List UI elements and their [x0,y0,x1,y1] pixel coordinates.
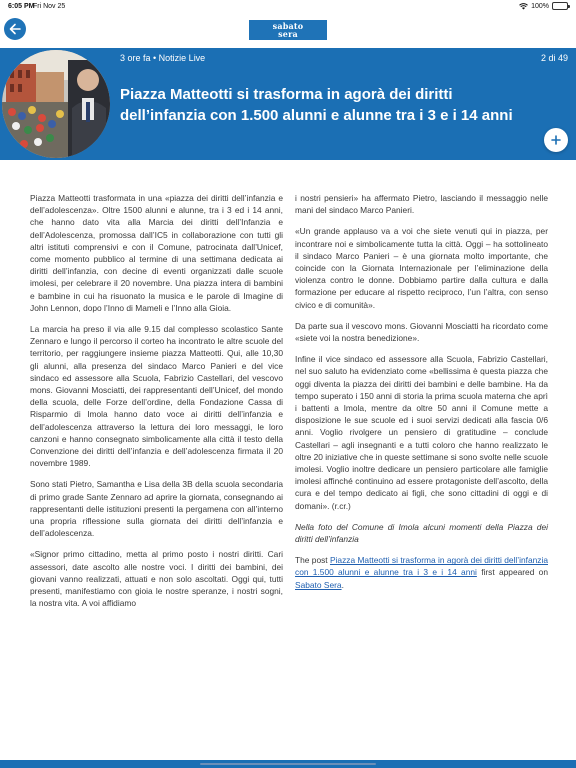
article-column-right [295,192,548,619]
paragraph: «Signor primo cittadino, metta al primo posto i nostri diritti. Cari assessori, date ascolto alle nostre voci. I diritti dei bambini, dei giovani vanno realizzati, attuati e non solo ascoltati. Oggi qui, tutti presenti, manifestiamo con gioia le nostre speranze, i nostri sogni, la nostra vita. A voi affidiamo [30,549,283,609]
plus-icon [551,135,561,145]
wifi-icon [519,3,528,10]
status-right [519,2,568,10]
status-bar [0,0,576,14]
photo-caption [295,521,548,545]
article-footer [295,554,548,591]
footer-middle: first appeared on [476,567,548,578]
article-counter: 2 di 49 [540,53,568,63]
paragraph: La marcia ha preso il via alle 9.15 dal complesso scolastico Sante Zennaro e lungo il percorso il corteo ha incontrato le altre scuole del territorio, per raggiungere insieme piazza Matteotti. Qui, alle 10,30 gli alunni, alla presenza del sindaco Marco Panieri e del vice sindaco ed assessore alla Scuola, Fabrizio Castellari, del vescovo mons. Giovanni Mosciatti, dei rappresentanti dell’Unicef, del mondo della scuola, delle Forze dell’ordine, della Fondazione Cassa di Risparmio di Imola hanno dato voce ai diritti dell’infanzia e dell’adolescenza attraverso la lettura dei loro messaggi, le loro canzoni e hanno consegnato simbolicamente alla città il testo della Convenzione dei diritti dell’infanzia e dell’adolescenza firmata il 20 novembre 1989. [30,324,283,469]
thumbnail-photo [2,50,110,158]
footer-end: . [341,579,344,590]
article-body [30,192,548,619]
caption-text: Nella foto del Comune di Imola alcuni momenti della Piazza dei diritti dell’infanzia [295,521,548,545]
paragraph: i nostri pensieri» ha affermato Pietro, lasciando il messaggio nelle mani del sindaco Marco Panieri. [295,193,548,216]
paragraph: «Un grande applauso va a voi che siete venuti qui in piazza, per incontrare noi e simbolicamente tutta la città. Oggi – ha sottolineato il sindaco Marco Panieri – è una giornata molto importante, che coincide con la Giornata Internazionale per l’eliminazione della violenza contro le donne. Dobbiamo partire dalla cultura e dalla formazione per educare al rispetto reciproco, l’un l’altra, con senso civico e di comunità». [295,226,548,310]
paragraph: Piazza Matteotti trasformata in una «piazza dei diritti dell’infanzia e dell’adolescenza». Oltre 1500 alunni e alunne, tra i 3 ed i 14 anni, che hanno dato vita alla Marcia dei diritti dell’Infanzia e dell’Adolescenza, promossa dall’IC5 in collaborazione con tutti gli altri istituti comprensivi e con il Comune, patrocinata dall’Unicef, come momento pubblico al termine di una settimana dedicata ai diritti dell’infanzia, con decine di eventi organizzati dalle scuole imolesi, per celebrare il 20 novembre. Una piazza intera di bambini e bambine in cui ha risuonato la musica e le parole di Imagine di John Lennon, dopo l’Inno di Mameli e l’Inno alla Gioia. [30,193,283,313]
battery-icon [552,2,568,10]
original-post-link[interactable]: Piazza Matteotti si trasforma in agorà dei diritti dell’infanzia con 1.500 alunni e alunne tra i 3 e i 14 anni [295,555,548,578]
footer-prefix: The post [295,555,330,566]
article-meta: 3 ore fa • Notizie Live [120,53,206,63]
sabato-sera-logo [249,20,327,40]
top-bar [0,14,576,48]
home-indicator[interactable] [200,763,376,765]
battery-percent: 100% [531,2,549,10]
article-title: Piazza Matteotti si trasforma in agorà dei diritti dell’infanzia con 1.500 alunni e alunne tra i 3 e i 14 anni [120,86,513,124]
article-column-left [30,192,283,619]
arrow-left-icon [9,23,21,35]
status-time: 6:05 PM [8,3,35,10]
paragraph: Infine il vice sindaco ed assessore alla Scuola, Fabrizio Castellari, nel suo saluto ha evidenziato come «bellissima è questa piazza che oggi diventa la piazza dei diritti dei bambini e delle bambine. Ha da tempo superato i 150 anni di storia la prima scuola materna che aprì i battenti a Imola, mentre da oltre 50 anni il Comune mette a disposizione le sue scuole ed i suoi servizi dedicati alla fascia 0/6 anni. Voglio rivolgere un pensiero di gratitudine – conclude Castellari – agli insegnanti e a tutti coloro che hanno realizzato le oltre 20 iniziative che in queste settimane si sono svolte nelle scuole imolesi. Voglio inoltre dedicare un pensiero particolare alle famiglie imolesi affinché continuino ad essere protagoniste dell’ascolto, della cura e del tempo dedicato ai figli, che sono cittadini di oggi e di domani». (r.cr.) [295,354,548,511]
logo-line2: sera [278,29,298,39]
logo-line1: sabato [272,21,304,31]
back-button[interactable] [4,18,26,40]
status-date: Fri Nov 25 [33,3,66,10]
article-header [0,48,576,160]
source-link[interactable]: Sabato Sera [295,579,342,590]
add-button[interactable] [544,128,568,152]
paragraph: Sono stati Pietro, Samantha e Lisa della 3B della scuola secondaria di primo grade Sante Zennaro ad aprire la giornata, consegnando ai rappresentanti delle istituzioni presenti la pergamena con all’interno una propria riflessione sulla giornata dei diritti dell’infanzia e dell’adolescenza. [30,479,283,539]
bottom-bar [0,760,576,768]
paragraph: Da parte sua il vescovo mons. Giovanni Mosciatti ha ricordato come «siete voi la nostra benedizione». [295,320,548,344]
article-thumbnail [2,50,110,158]
